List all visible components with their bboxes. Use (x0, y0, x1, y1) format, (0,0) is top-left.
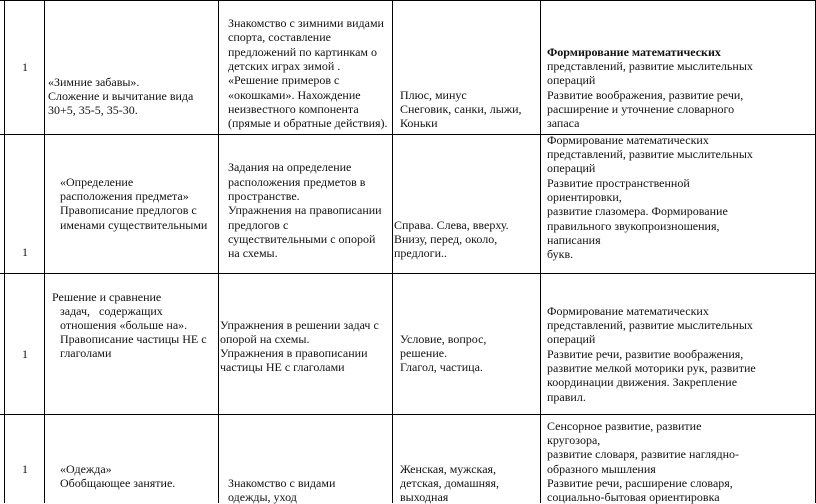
row-number: 1 (22, 462, 28, 476)
topic-line: 30+5, 35-5, 35-30. (48, 103, 138, 117)
goals-line: социально-бытовая ориентировка (547, 490, 720, 504)
activity-line: Знакомство с зимними видами (228, 16, 384, 30)
activity-line: неизвестного компонента (228, 102, 359, 116)
activity-line: «Решение примеров с (228, 73, 340, 87)
vocab-line: Коньки (400, 116, 438, 130)
activity-line: частицы НЕ с глаголами (220, 360, 345, 374)
vocab-line: решение. (400, 346, 448, 360)
activity-line: Знакомство с видами (228, 476, 336, 490)
goals-line: представлений, развитие мыслительных (547, 318, 753, 332)
topic-line: Решение и сравнение (52, 290, 162, 304)
topic-line: «Определение (60, 175, 134, 189)
goals-heading: Формирование математических (547, 45, 721, 59)
goals-line: развитие словаря, развитие наглядно- (547, 447, 740, 461)
column-border (218, 0, 219, 503)
vocab-line: Внизу, перед, около, (394, 232, 498, 246)
vocab-line: Снеговик, санки, лыжи, (400, 102, 522, 116)
activity-line: пространстве. (228, 189, 300, 203)
topic-line: отношения «больше на». (60, 318, 188, 332)
column-border (44, 0, 45, 503)
goals-line: Развитие пространственной (547, 176, 690, 190)
goals-line: Развитие речи, расширение словаря, (547, 476, 733, 490)
topic-line: расположения предмета» (60, 189, 189, 203)
activity-line: Упражнения в решении задач с (220, 318, 379, 332)
topic-line: задач, содержащих (60, 304, 163, 318)
activity-line: Упражнения в правописании (220, 346, 368, 360)
activity-line: предлогов с (228, 218, 289, 232)
vocab-line: Женская, мужская, (400, 462, 497, 476)
activity-line: на схемы. (228, 246, 278, 260)
topic-line: «Зимние забавы». (48, 75, 140, 89)
row-border (0, 0, 816, 1)
goals-line: запаса (547, 116, 580, 130)
activity-line: расположения предметов в (228, 175, 366, 189)
activity-line: одежды, уход (228, 490, 297, 504)
goals-line: кругозора, (547, 433, 601, 447)
row-number: 1 (22, 347, 28, 361)
activity-line: спорта, составление (228, 30, 331, 44)
activity-line: Задания на определение (228, 160, 352, 174)
goals-line: представлений, развитие мыслительных (547, 147, 753, 161)
activity-line: (прямые и обратные действия). (228, 116, 388, 130)
goals-line: операций (547, 332, 596, 346)
goals-line: развитие мелкой моторики рук, развитие (547, 361, 756, 375)
goals-line: Сенсорное развитие, развитие (547, 419, 702, 433)
goals-line: Развитие воображения, развитие речи, (547, 88, 744, 102)
goals-line: Формирование математических (547, 304, 709, 318)
activity-line: Упражнения на правописании (228, 203, 382, 217)
topic-line: Правописание частицы НЕ с (60, 332, 207, 346)
vocab-line: Условие, вопрос, (400, 332, 487, 346)
topic-line: «Одежда» (60, 462, 112, 476)
vocab-line: Плюс, минус (400, 88, 467, 102)
goals-line: правильного звукопроизношения, (547, 219, 720, 233)
activity-line: «окошками». Нахождение (228, 88, 361, 102)
row-border (0, 273, 816, 274)
row-number: 1 (22, 60, 28, 74)
activity-line: детских играх зимой . (228, 59, 341, 73)
topic-line: именами существительными (60, 218, 208, 232)
vocab-line: предлоги.. (394, 246, 448, 260)
column-border (392, 0, 393, 503)
vocab-line: Глагол, частица. (400, 360, 483, 374)
goals-line: координации движения. Закрепление (547, 375, 738, 389)
goals-line: развитие глазомера. Формирование (547, 204, 728, 218)
topic-line: глаголами (60, 346, 112, 360)
column-border (4, 0, 5, 503)
goals-line: операций (547, 73, 596, 87)
goals-line: образного мышления (547, 462, 656, 476)
goals-line: написания (547, 233, 601, 247)
vocab-line: Справа. Слева, вверху. (394, 218, 509, 232)
goals-line: букв. (547, 247, 574, 261)
goals-line: Развитие речи, развитие воображения, (547, 347, 744, 361)
activity-line: существительными с опорой (228, 232, 376, 246)
activity-line: опорой на схемы. (220, 332, 310, 346)
goals-line: правил. (547, 390, 586, 404)
column-border (540, 0, 541, 503)
topic-line: Обобщающее занятие. (60, 476, 176, 490)
goals-line: ориентировки, (547, 190, 622, 204)
goals-line: расширение и уточнение словарного (547, 102, 735, 116)
goals-line: операций (547, 161, 596, 175)
row-number: 1 (22, 245, 28, 259)
goals-line: представлений, развитие мыслительных (547, 59, 753, 73)
activity-line: предложений по картинкам о (228, 45, 378, 59)
topic-line: Правописание предлогов с (60, 203, 197, 217)
goals-line: Формирование математических (547, 133, 709, 147)
vocab-line: детская, домашняя, (400, 476, 500, 490)
topic-line: Сложение и вычитание вида (48, 89, 194, 103)
vocab-line: выходная (400, 490, 449, 504)
row-border (0, 414, 816, 415)
